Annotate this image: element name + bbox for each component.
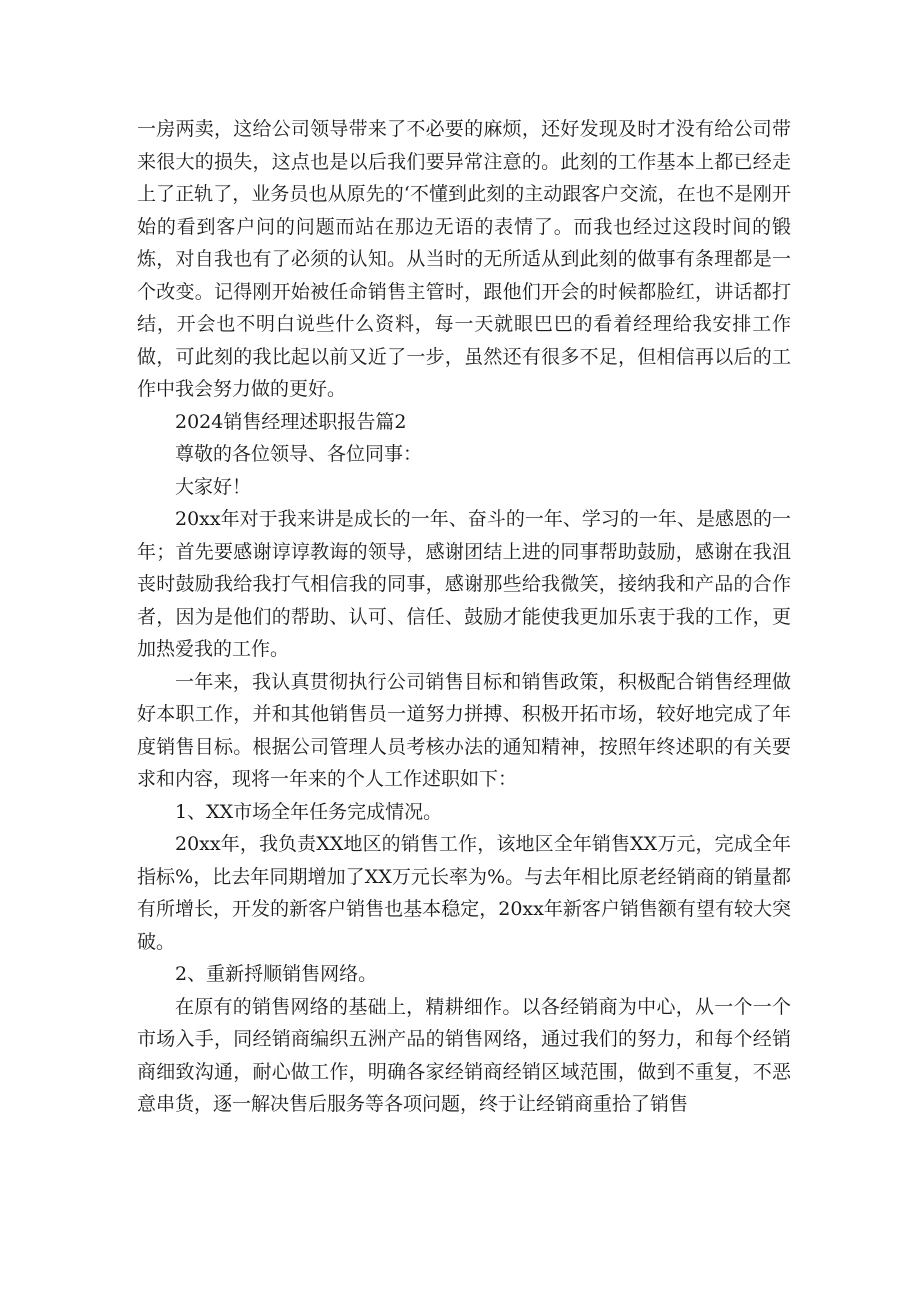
- paragraph-gratitude: 20xx年对于我来讲是成长的一年、奋斗的一年、学习的一年、是感恩的一年；首先要感谢谆谆教诲的领导，感谢团结上进的同事帮助鼓励，感谢在我沮丧时鼓励我给我打气相信我的同事，感谢那些给我微笑，接纳我和产品的合作者，因为是他们的帮助、认可、信任、鼓励才能使我更加乐衷于我的工作，更加热爱我的工作。: [137, 508, 791, 660]
- section-heading-1: 1、XX市场全年任务完成情况。: [175, 800, 443, 823]
- report-heading: 2024销售经理述职报告篇2: [175, 410, 407, 433]
- paragraph-summary: 一年来，我认真贯彻执行公司销售目标和销售政策，积极配合销售经理做好本职工作，并和其他销售员一道努力拼搏、积极开拓市场，较好地完成了年度销售目标。根据公司管理人员考核办法的通知精神，按照年终述职的有关要求和内容，现将一年来的个人工作述职如下：: [137, 670, 791, 790]
- section-heading-2: 2、重新捋顺销售网络。: [175, 963, 378, 985]
- paragraph-section-1: 20xx年，我负责XX地区的销售工作，该地区全年销售XX万元，完成全年指标%，比去年同期增加了XX万元长率为%。与去年相比原老经销商的销量都有所增长，开发的新客户销售也基本稳定，20xx年新客户销售额有望有较大突破。: [137, 833, 791, 953]
- paragraph-section-2: 在原有的销售网络的基础上，精耕细作。以各经销商为中心，从一个一个市场入手，同经销商编织五洲产品的销售网络，通过我们的努力，和每个经销商细致沟通，耐心做工作，明确各家经销商经销区域范围，做到不重复，不恶意串货，逐一解决售后服务等各项问题，终于让经销商重拾了销售: [137, 995, 791, 1115]
- document-body: [137, 113, 791, 1121]
- greeting: 大家好！: [175, 475, 252, 498]
- paragraph-continuation: 一房两卖，这给公司领导带来了不必要的麻烦，还好发现及时才没有给公司带来很大的损失，这点也是以后我们要异常注意的。此刻的工作基本上都已经走上了正轨了，业务员也从原先的‘不懂到此刻的主动跟客户交流，在也不是刚开始的看到客户问的问题而站在那边无语的表情了。而我也经过这段时间的锻炼，对自我也有了必须的认知。从当时的无所适从到此刻的做事有条理都是一个改变。记得刚开始被任命销售主管时，跟他们开会的时候都脸红，讲话都打结，开会也不明白说些什么资料，每一天就眼巴巴的看着经理给我安排工作做，可此刻的我比起以前又近了一步，虽然还有很多不足，但相信再以后的工作中我会努力做的更好。: [137, 118, 791, 400]
- salutation: 尊敬的各位领导、各位同事：: [175, 443, 423, 465]
